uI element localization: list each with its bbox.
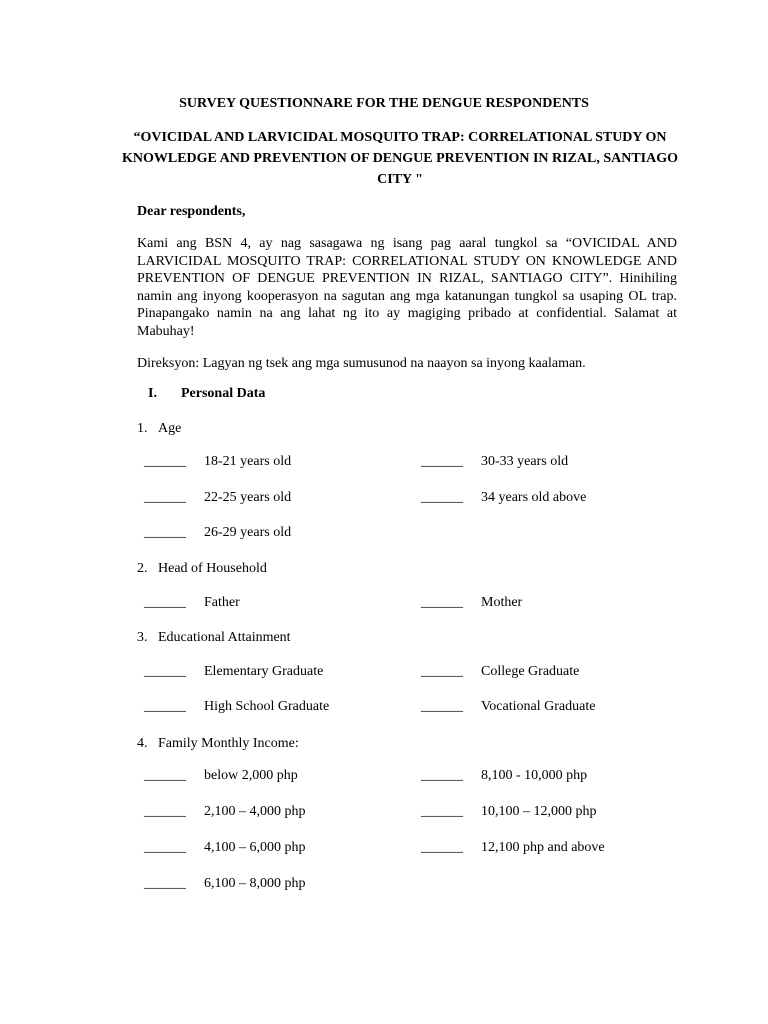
option-vocational-graduate[interactable]: ______ Vocational Graduate <box>421 699 596 714</box>
option-income-below-2000[interactable]: ______ below 2,000 php <box>144 768 298 783</box>
answer-blank[interactable]: ______ <box>421 840 463 855</box>
option-age-30-33[interactable]: ______ 30-33 years old <box>421 454 569 469</box>
answer-blank[interactable]: ______ <box>144 454 186 469</box>
option-income-10100-12000[interactable]: ______ 10,100 – 12,000 php <box>421 804 597 819</box>
option-income-6100-8000[interactable]: ______ 6,100 – 8,000 php <box>144 876 306 891</box>
answer-blank[interactable]: ______ <box>421 699 463 714</box>
option-income-2100-4000[interactable]: ______ 2,100 – 4,000 php <box>144 804 306 819</box>
answer-blank[interactable]: ______ <box>421 664 463 679</box>
option-income-12100-above[interactable]: ______ 12,100 php and above <box>421 840 605 855</box>
option-high-school-graduate[interactable]: ______ High School Graduate <box>144 699 330 714</box>
document-title: SURVEY QUESTIONNARE FOR THE DENGUE RESPONDENTS <box>179 96 589 111</box>
answer-blank[interactable]: ______ <box>144 804 186 819</box>
option-mother[interactable]: ______ Mother <box>421 595 523 610</box>
option-elementary-graduate[interactable]: ______ Elementary Graduate <box>144 664 324 679</box>
answer-blank[interactable]: ______ <box>144 768 186 783</box>
question-age: 1. Age <box>137 421 182 436</box>
option-income-8100-10000[interactable]: ______ 8,100 - 10,000 php <box>421 768 588 783</box>
answer-blank[interactable]: ______ <box>144 699 186 714</box>
answer-blank[interactable]: ______ <box>421 804 463 819</box>
answer-blank[interactable]: ______ <box>421 595 463 610</box>
answer-blank[interactable]: ______ <box>421 454 463 469</box>
answer-blank[interactable]: ______ <box>144 664 186 679</box>
question-head-of-household: 2. Head of Household <box>137 561 267 576</box>
intro-paragraph: Kami ang BSN 4, ay nag sasagawa ng isang pag aaral tungkol sa “OVICIDAL AND LARVICIDAL MOSQUITO TRAP: CORRELATIONAL STUDY ON KNOWLEDGE AND PREVENTION OF DENGUE PREVENTION IN RIZAL, SANTIAGO CITY”. Hinihiling namin ang inyong kooperasyon na sagutan ang mga katanungan tungkol sa usaping OL trap. Pinapangako namin na ang lahat ng ito ay magiging pribado at confidential. Salamat at Mabuhay! <box>137 236 677 339</box>
answer-blank[interactable]: ______ <box>144 595 186 610</box>
study-title: “OVICIDAL AND LARVICIDAL MOSQUITO TRAP: CORRELATIONAL STUDY ON KNOWLEDGE AND PREVENTION OF DENGUE PREVENTION IN RIZAL, SANTIAGO CITY " <box>121 130 679 187</box>
option-income-4100-6000[interactable]: ______ 4,100 – 6,000 php <box>144 840 306 855</box>
option-age-22-25[interactable]: ______ 22-25 years old <box>144 490 292 505</box>
option-college-graduate[interactable]: ______ College Graduate <box>421 664 580 679</box>
option-age-26-29[interactable]: ______ 26-29 years old <box>144 525 292 540</box>
answer-blank[interactable]: ______ <box>144 525 186 540</box>
option-age-18-21[interactable]: ______ 18-21 years old <box>144 454 292 469</box>
answer-blank[interactable]: ______ <box>144 876 186 891</box>
section-label: Personal Data <box>181 386 266 401</box>
option-age-34-above[interactable]: ______ 34 years old above <box>421 490 587 505</box>
greeting: Dear respondents, <box>137 204 246 219</box>
question-family-monthly-income: 4. Family Monthly Income: <box>137 736 299 751</box>
answer-blank[interactable]: ______ <box>144 490 186 505</box>
option-father[interactable]: ______ Father <box>144 595 240 610</box>
answer-blank[interactable]: ______ <box>144 840 186 855</box>
direction-text: Direksyon: Lagyan ng tsek ang mga sumusunod na naayon sa inyong kaalaman. <box>137 356 586 371</box>
section-heading <box>148 386 265 402</box>
answer-blank[interactable]: ______ <box>421 768 463 783</box>
answer-blank[interactable]: ______ <box>421 490 463 505</box>
section-number: I. <box>148 386 157 401</box>
question-educational-attainment: 3. Educational Attainment <box>137 630 291 645</box>
